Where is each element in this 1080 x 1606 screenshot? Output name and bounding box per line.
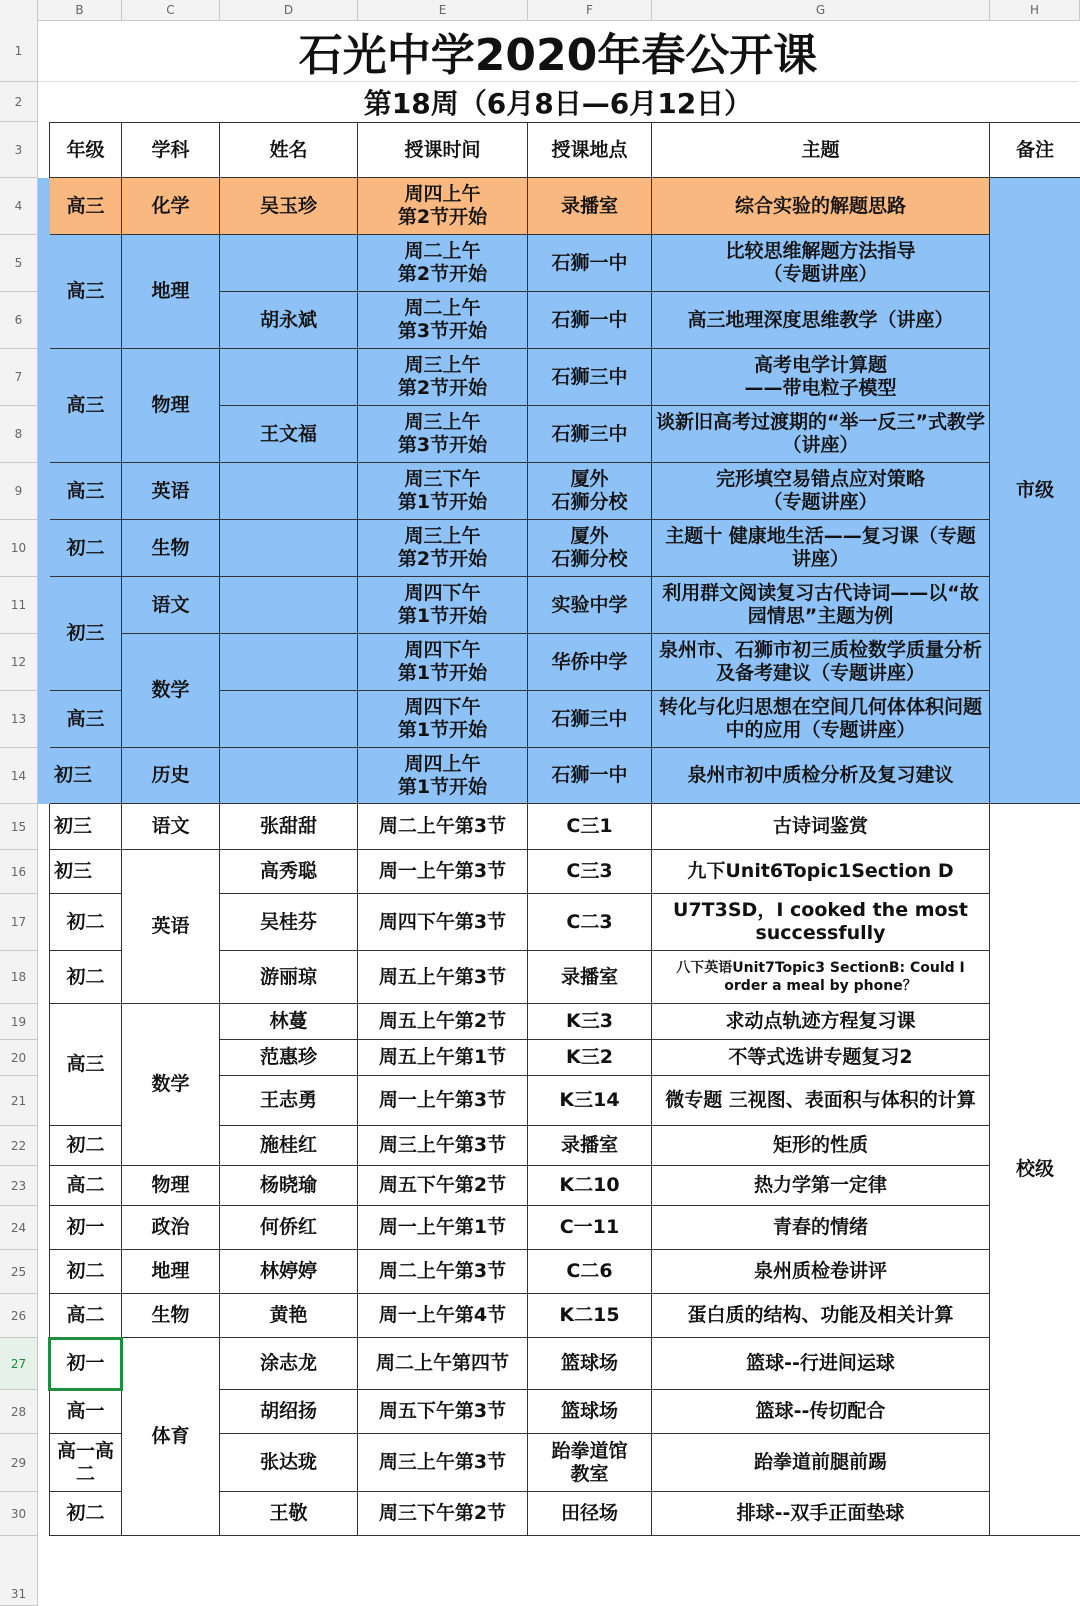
cell-grade[interactable]: 初三: [50, 804, 122, 850]
cell-time[interactable]: 周四下午第3节: [358, 894, 528, 951]
cell-place[interactable]: 石狮一中: [528, 292, 652, 349]
header-place[interactable]: 授课地点: [528, 122, 652, 178]
row-header[interactable]: 15: [0, 804, 38, 850]
row-header[interactable]: 25: [0, 1250, 38, 1294]
cell-topic[interactable]: 泉州市初中质检分析及复习建议: [652, 748, 990, 804]
cell-topic[interactable]: 主题十 健康地生活——复习课（专题讲座）: [652, 520, 990, 577]
cell-topic[interactable]: 蛋白质的结构、功能及相关计算: [652, 1294, 990, 1338]
row-header[interactable]: 28: [0, 1390, 38, 1434]
cell-grade[interactable]: 高一: [50, 1390, 122, 1434]
cell-topic[interactable]: 不等式选讲专题复习2: [652, 1040, 990, 1076]
cell-place[interactable]: 厦外 石狮分校: [528, 463, 652, 520]
row-header[interactable]: 10: [0, 520, 38, 577]
cell-topic[interactable]: 谈新旧高考过渡期的“举一反三”式教学（讲座）: [652, 406, 990, 463]
cell-subject[interactable]: 生物: [122, 520, 220, 577]
column-header-b[interactable]: B: [38, 0, 122, 20]
cell-name[interactable]: 林蔓: [220, 1004, 358, 1040]
row-header[interactable]: 12: [0, 634, 38, 691]
cell-topic[interactable]: 综合实验的解题思路: [652, 178, 990, 235]
cell-topic[interactable]: 利用群文阅读复习古代诗词——以“故园情思”主题为例: [652, 577, 990, 634]
cell-topic[interactable]: 青春的情绪: [652, 1206, 990, 1250]
column-header-h[interactable]: H: [990, 0, 1080, 20]
cell-name[interactable]: 胡绍扬: [220, 1390, 358, 1434]
row-header[interactable]: 20: [0, 1040, 38, 1076]
cell-name[interactable]: 黄艳: [220, 1294, 358, 1338]
cell-time[interactable]: 周四下午 第1节开始: [358, 577, 528, 634]
cell-subject[interactable]: 生物: [122, 1294, 220, 1338]
row-header[interactable]: 31: [0, 1536, 38, 1606]
row-header[interactable]: 11: [0, 577, 38, 634]
cell-name[interactable]: 王志勇: [220, 1076, 358, 1126]
cell-grade[interactable]: 初二: [50, 894, 122, 951]
cell-name[interactable]: [220, 349, 358, 406]
cell-time[interactable]: 周五下午第3节: [358, 1390, 528, 1434]
cell-grade-selected[interactable]: 初一: [50, 1338, 122, 1390]
column-header-d[interactable]: D: [220, 0, 358, 20]
row-header[interactable]: 16: [0, 850, 38, 894]
cell-place[interactable]: 录播室: [528, 1126, 652, 1166]
cell-grade[interactable]: 高三: [50, 235, 122, 349]
cell-time[interactable]: 周三下午第2节: [358, 1492, 528, 1536]
cell-topic[interactable]: 完形填空易错点应对策略 （专题讲座）: [652, 463, 990, 520]
cell-name[interactable]: 何侨红: [220, 1206, 358, 1250]
row-header[interactable]: 4: [0, 178, 38, 235]
header-topic[interactable]: 主题: [652, 122, 990, 178]
cell-time[interactable]: 周四上午 第2节开始: [358, 178, 528, 235]
cell-name[interactable]: [220, 634, 358, 691]
cell-time[interactable]: 周二上午 第2节开始: [358, 235, 528, 292]
cell-name[interactable]: 张达珑: [220, 1434, 358, 1492]
cell-time[interactable]: 周二上午第3节: [358, 804, 528, 850]
cell-subject[interactable]: 数学: [122, 1004, 220, 1166]
cell-time[interactable]: 周三上午第3节: [358, 1126, 528, 1166]
cell-place[interactable]: 录播室: [528, 951, 652, 1004]
cell-grade[interactable]: 初二: [50, 520, 122, 577]
cell-subject[interactable]: 地理: [122, 1250, 220, 1294]
cell-place[interactable]: 田径场: [528, 1492, 652, 1536]
cell-topic[interactable]: 跆拳道前腿前踢: [652, 1434, 990, 1492]
cell-place[interactable]: 石狮三中: [528, 406, 652, 463]
column-header-f[interactable]: F: [528, 0, 652, 20]
row-header[interactable]: 6: [0, 292, 38, 349]
header-grade[interactable]: 年级: [50, 122, 122, 178]
cell-place[interactable]: C三1: [528, 804, 652, 850]
cell-name[interactable]: 张甜甜: [220, 804, 358, 850]
page-title[interactable]: 石光中学2020年春公开课: [38, 20, 1078, 82]
cell-grade[interactable]: 初二: [50, 1250, 122, 1294]
cell-name[interactable]: 施桂红: [220, 1126, 358, 1166]
row-header[interactable]: 22: [0, 1126, 38, 1166]
cell-grade[interactable]: 高三: [50, 1004, 122, 1126]
cell-place[interactable]: 石狮一中: [528, 235, 652, 292]
cell-topic[interactable]: 篮球--行进间运球: [652, 1338, 990, 1390]
cell-place[interactable]: K二10: [528, 1166, 652, 1206]
remark-school[interactable]: 校级: [990, 804, 1080, 1536]
cell-place[interactable]: K二15: [528, 1294, 652, 1338]
cell-place[interactable]: K三2: [528, 1040, 652, 1076]
row-header[interactable]: 9: [0, 463, 38, 520]
cell-grade[interactable]: 初三: [50, 850, 122, 894]
cell-subject[interactable]: 英语: [122, 850, 220, 1004]
cell-place[interactable]: 篮球场: [528, 1338, 652, 1390]
cell-name[interactable]: 范惠珍: [220, 1040, 358, 1076]
cell-topic[interactable]: 转化与化归思想在空间几何体体积问题中的应用（专题讲座）: [652, 691, 990, 748]
cell-topic[interactable]: 高考电学计算题 ——带电粒子模型: [652, 349, 990, 406]
column-a-tint: [38, 178, 50, 804]
cell-topic[interactable]: 求动点轨迹方程复习课: [652, 1004, 990, 1040]
cell-grade[interactable]: 高三: [50, 349, 122, 463]
cell-grade[interactable]: 初二: [50, 1126, 122, 1166]
cell-topic[interactable]: U7T3SD，I cooked the most successfully: [652, 894, 990, 951]
cell-time[interactable]: 周一上午第3节: [358, 1076, 528, 1126]
row-header[interactable]: 14: [0, 748, 38, 804]
cell-place[interactable]: 录播室: [528, 178, 652, 235]
row-header-selected[interactable]: 27: [0, 1338, 38, 1390]
cell-time[interactable]: 周一上午第3节: [358, 850, 528, 894]
cell-time[interactable]: 周一上午第1节: [358, 1206, 528, 1250]
cell-grade[interactable]: 高三: [50, 691, 122, 748]
cell-subject[interactable]: 物理: [122, 1166, 220, 1206]
row-header[interactable]: 19: [0, 1004, 38, 1040]
cell-subject[interactable]: 化学: [122, 178, 220, 235]
column-header-c[interactable]: C: [122, 0, 220, 20]
cell-time[interactable]: 周二上午 第3节开始: [358, 292, 528, 349]
select-all-corner[interactable]: [0, 0, 38, 20]
row-header[interactable]: 8: [0, 406, 38, 463]
cell-grade[interactable]: 初三: [50, 748, 122, 804]
cell-time[interactable]: 周五上午第2节: [358, 1004, 528, 1040]
cell-time[interactable]: 周三上午 第2节开始: [358, 349, 528, 406]
cell-name[interactable]: 王文福: [220, 406, 358, 463]
cell-grade[interactable]: 高二: [50, 1166, 122, 1206]
row-header[interactable]: 29: [0, 1434, 38, 1492]
cell-name[interactable]: 吴玉珍: [220, 178, 358, 235]
cell-topic[interactable]: 微专题 三视图、表面积与体积的计算: [652, 1076, 990, 1126]
cell-topic[interactable]: 泉州质检卷讲评: [652, 1250, 990, 1294]
header-name[interactable]: 姓名: [220, 122, 358, 178]
header-time[interactable]: 授课时间: [358, 122, 528, 178]
row-header[interactable]: 23: [0, 1166, 38, 1206]
cell-grade[interactable]: 高二: [50, 1294, 122, 1338]
cell-subject[interactable]: 英语: [122, 463, 220, 520]
cell-place[interactable]: 华侨中学: [528, 634, 652, 691]
remark-city[interactable]: 市级: [990, 178, 1080, 804]
cell-subject[interactable]: 历史: [122, 748, 220, 804]
cell-grade[interactable]: 高三: [50, 463, 122, 520]
cell-topic[interactable]: 热力学第一定律: [652, 1166, 990, 1206]
cell-place[interactable]: 跆拳道馆 教室: [528, 1434, 652, 1492]
cell-time[interactable]: 周五上午第1节: [358, 1040, 528, 1076]
row-header[interactable]: 2: [0, 82, 38, 122]
cell-name[interactable]: [220, 748, 358, 804]
cell-subject[interactable]: 物理: [122, 349, 220, 463]
row-header[interactable]: 17: [0, 894, 38, 951]
row-header[interactable]: 13: [0, 691, 38, 748]
header-subject[interactable]: 学科: [122, 122, 220, 178]
cell-place[interactable]: 篮球场: [528, 1390, 652, 1434]
cell-name[interactable]: 高秀聪: [220, 850, 358, 894]
cell-topic[interactable]: 古诗词鉴赏: [652, 804, 990, 850]
cell-name[interactable]: 林婷婷: [220, 1250, 358, 1294]
cell-topic[interactable]: 九下Unit6Topic1Section D: [652, 850, 990, 894]
cell-place[interactable]: 实验中学: [528, 577, 652, 634]
cell-place[interactable]: 石狮三中: [528, 691, 652, 748]
cell-time[interactable]: 周三上午 第2节开始: [358, 520, 528, 577]
row-header[interactable]: 26: [0, 1294, 38, 1338]
header-remark[interactable]: 备注: [990, 122, 1080, 178]
cell-topic[interactable]: 泉州市、石狮市初三质检数学质量分析及备考建议（专题讲座）: [652, 634, 990, 691]
cell-topic[interactable]: 八下英语Unit7Topic3 SectionB: Could I order a meal by phone？: [652, 951, 990, 1004]
cell-place[interactable]: C二3: [528, 894, 652, 951]
cell-name[interactable]: 胡永斌: [220, 292, 358, 349]
cell-name[interactable]: [220, 235, 358, 292]
page-subtitle[interactable]: 第18周（6月8日—6月12日）: [363, 87, 753, 120]
cell-name[interactable]: [220, 520, 358, 577]
cell-topic[interactable]: 矩形的性质: [652, 1126, 990, 1166]
cell-time[interactable]: 周三上午 第3节开始: [358, 406, 528, 463]
row-header[interactable]: 30: [0, 1492, 38, 1536]
column-header-g[interactable]: G: [652, 0, 990, 20]
cell-time[interactable]: 周五下午第2节: [358, 1166, 528, 1206]
cell-subject[interactable]: 政治: [122, 1206, 220, 1250]
row-header[interactable]: 18: [0, 951, 38, 1004]
row-header[interactable]: 24: [0, 1206, 38, 1250]
cell-topic[interactable]: 比较思维解题方法指导 （专题讲座）: [652, 235, 990, 292]
cell-subject[interactable]: 数学: [122, 634, 220, 748]
cell-topic[interactable]: 篮球--传切配合: [652, 1390, 990, 1434]
row-header[interactable]: 3: [0, 122, 38, 178]
cell-time[interactable]: 周三下午 第1节开始: [358, 463, 528, 520]
cell-topic[interactable]: 高三地理深度思维教学（讲座）: [652, 292, 990, 349]
cell-name[interactable]: 杨晓瑜: [220, 1166, 358, 1206]
cell-time[interactable]: 周二上午第四节: [358, 1338, 528, 1390]
cell-time[interactable]: 周一上午第4节: [358, 1294, 528, 1338]
cell-grade[interactable]: 高三: [50, 178, 122, 235]
cell-name[interactable]: 游丽琼: [220, 951, 358, 1004]
cell-place[interactable]: C二6: [528, 1250, 652, 1294]
cell-grade[interactable]: 初二: [50, 951, 122, 1004]
cell-time[interactable]: 周五上午第3节: [358, 951, 528, 1004]
cell-subject[interactable]: 体育: [122, 1338, 220, 1536]
cell-grade[interactable]: 初二: [50, 1492, 122, 1536]
cell-place[interactable]: C一11: [528, 1206, 652, 1250]
cell-place[interactable]: 石狮一中: [528, 748, 652, 804]
row-header[interactable]: 7: [0, 349, 38, 406]
cell-place[interactable]: 厦外 石狮分校: [528, 520, 652, 577]
cell-subject[interactable]: 语文: [122, 804, 220, 850]
cell-place[interactable]: 石狮三中: [528, 349, 652, 406]
cell-place[interactable]: C三3: [528, 850, 652, 894]
cell-place[interactable]: K三3: [528, 1004, 652, 1040]
cell-time[interactable]: 周三上午第3节: [358, 1434, 528, 1492]
cell-time[interactable]: 周四下午 第1节开始: [358, 691, 528, 748]
cell-name[interactable]: [220, 463, 358, 520]
cell-place[interactable]: K三14: [528, 1076, 652, 1126]
cell-grade[interactable]: 高一高二: [50, 1434, 122, 1492]
cell-topic[interactable]: 排球--双手正面垫球: [652, 1492, 990, 1536]
cell-name[interactable]: 吴桂芬: [220, 894, 358, 951]
row-header[interactable]: 1: [0, 20, 38, 82]
cell-subject[interactable]: 语文: [122, 577, 220, 634]
cell-time[interactable]: 周四上午 第1节开始: [358, 748, 528, 804]
row-header[interactable]: 5: [0, 235, 38, 292]
cell-time[interactable]: 周二上午第3节: [358, 1250, 528, 1294]
cell-grade[interactable]: 初三: [50, 577, 122, 691]
cell-grade[interactable]: 初一: [50, 1206, 122, 1250]
row-header[interactable]: 21: [0, 1076, 38, 1126]
cell-name[interactable]: 王敬: [220, 1492, 358, 1536]
cell-time[interactable]: 周四下午 第1节开始: [358, 634, 528, 691]
cell-name[interactable]: [220, 691, 358, 748]
cell-name[interactable]: [220, 577, 358, 634]
column-header-e[interactable]: E: [358, 0, 528, 20]
cell-name[interactable]: 涂志龙: [220, 1338, 358, 1390]
cell-subject[interactable]: 地理: [122, 235, 220, 349]
